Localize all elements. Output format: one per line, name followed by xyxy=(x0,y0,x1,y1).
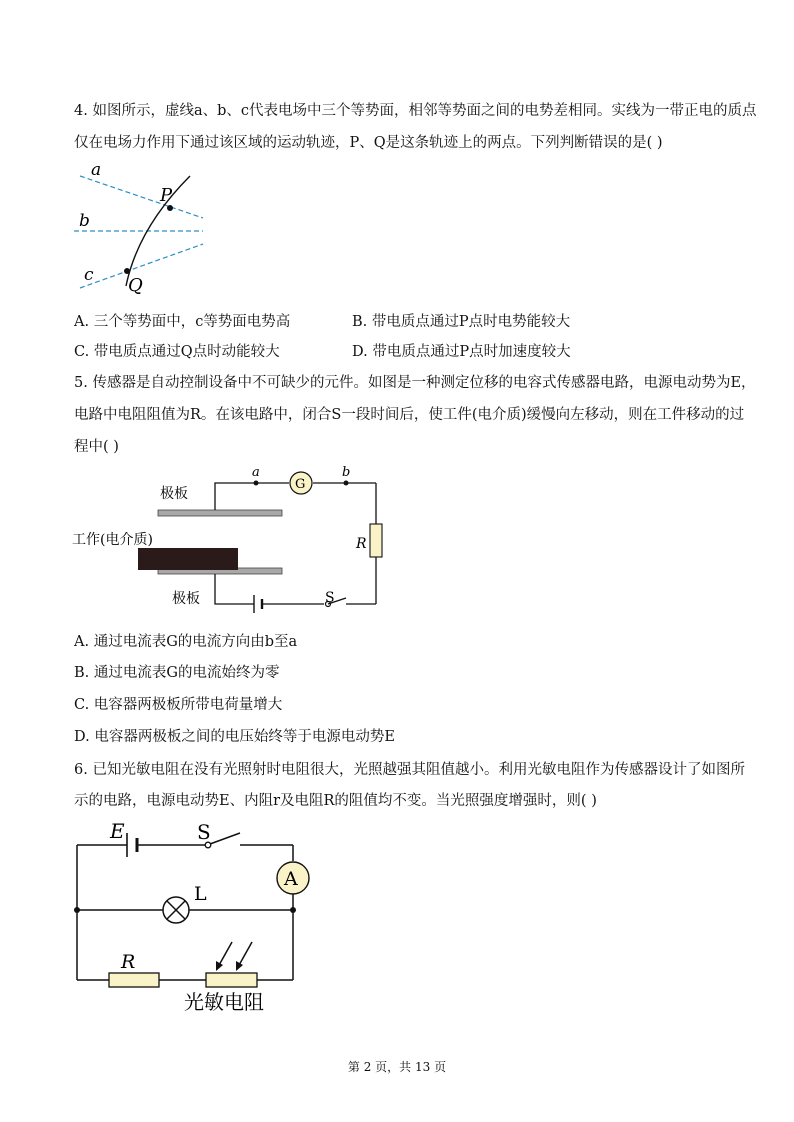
node-left xyxy=(74,907,80,913)
q5-option-c[interactable]: C. 电容器两极板所带电荷量增大 xyxy=(74,697,283,713)
label-b: b xyxy=(79,211,90,231)
q5-option-d[interactable]: D. 电容器两极板之间的电压始终等于电源电动势E xyxy=(74,729,395,745)
q5-option-b[interactable]: B. 通过电流表G的电流始终为零 xyxy=(74,665,280,681)
resistor-label: R xyxy=(356,536,367,552)
lamp-label: L xyxy=(194,883,207,905)
q4-stem-line1: 4. 如图所示，虚线a、b、c代表电场中三个等势面，相邻等势面之间的电势差相同。实线为一带正电的质点 xyxy=(74,103,757,119)
switch-lever xyxy=(210,833,240,844)
q6-stem-line1: 6. 已知光敏电阻在没有光照射时电阻很大，光照越强其阻值越小。利用光敏电阻作为传感器设计了如图所 xyxy=(74,762,745,778)
label-b: b xyxy=(342,465,351,480)
q5-stem-line1: 5. 传感器是自动控制设备中不可缺少的元件。如图是一种测定位移的电容式传感器电路，电源电动势为E， xyxy=(74,375,756,391)
q5-stem-line2: 电路中电阻阻值为R。在该电路中，闭合S一段时间后，使工件(电介质)缓慢向左移动，则在工件移动的过 xyxy=(74,407,745,423)
source-label: E xyxy=(110,819,125,843)
resistor-label: R xyxy=(121,951,136,973)
label-a: a xyxy=(91,160,102,180)
q5-figure-capacitive-sensor xyxy=(70,462,390,612)
photoresistor-label: 光敏电阻 xyxy=(184,990,264,1014)
q4-option-a[interactable]: A. 三个等势面中，c等势面电势高 xyxy=(74,314,291,330)
galvanometer-label: G xyxy=(295,477,306,492)
label-a: a xyxy=(252,465,260,480)
q4-stem-line2: 仅在电场力作用下通过该区域的运动轨迹，P、Q是这条轨迹上的两点。下列判断错误的是( ) xyxy=(74,135,663,151)
q6-figure-photoresistor-circuit xyxy=(70,818,320,1018)
q6-stem-line2: 示的电路，电源电动势E、内阻r及电阻R的阻值均不变。当光照强度增强时，则( ) xyxy=(74,793,597,809)
bottom-plate-label: 极板 xyxy=(172,591,200,607)
light-arrow-2-head xyxy=(236,961,243,971)
page-footer: 第 2 页，共 13 页 xyxy=(347,1060,447,1074)
light-arrow-1 xyxy=(218,942,232,967)
node-right xyxy=(290,907,296,913)
q4-option-d[interactable]: D. 带电质点通过P点时加速度较大 xyxy=(352,344,571,360)
switch-label: S xyxy=(197,820,211,844)
wire-bottom-left xyxy=(215,574,254,604)
q5-option-a[interactable]: A. 通过电流表G的电流方向由b至a xyxy=(74,634,298,650)
q4-figure-equipotential xyxy=(70,158,220,298)
switch-label: S xyxy=(325,590,335,606)
workpiece-label: 工作(电介质) xyxy=(72,532,153,548)
label-p: P xyxy=(160,185,173,206)
top-plate-label: 极板 xyxy=(160,486,188,502)
label-q: Q xyxy=(128,275,143,296)
q5-stem-line3: 程中( ) xyxy=(74,439,119,455)
resistor-r xyxy=(109,973,159,987)
q4-option-c[interactable]: C. 带电质点通过Q点时动能较大 xyxy=(74,344,280,360)
node-a xyxy=(254,481,259,486)
q4-option-b[interactable]: B. 带电质点通过P点时电势能较大 xyxy=(352,314,571,330)
label-c: c xyxy=(84,265,94,285)
workpiece-dielectric xyxy=(138,548,238,570)
node-b xyxy=(344,481,349,486)
point-q xyxy=(124,268,130,274)
photoresistor xyxy=(206,973,257,987)
ammeter-label: A xyxy=(284,868,298,890)
top-plate xyxy=(158,510,282,516)
light-arrow-1-head xyxy=(216,961,223,971)
wire-top xyxy=(215,483,289,510)
resistor-r xyxy=(370,524,382,557)
light-arrow-2 xyxy=(238,942,252,967)
